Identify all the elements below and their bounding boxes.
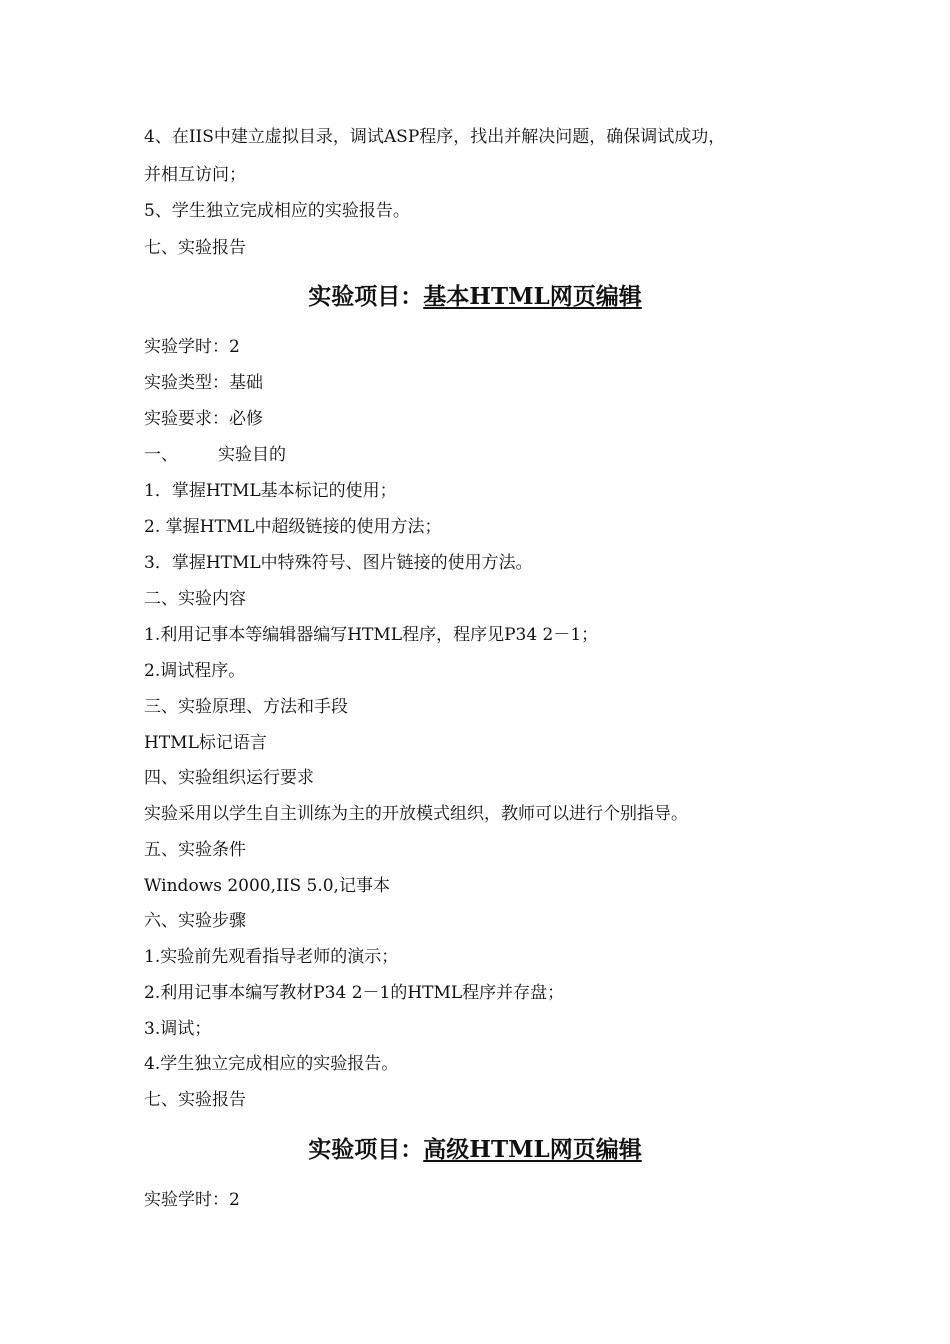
content-1: 1.利用记事本等编辑器编写HTML程序，程序见P34 2－1； bbox=[144, 625, 599, 645]
organization-text: 实验采用以学生自主训练为主的开放模式组织，教师可以进行个别指导。 bbox=[144, 804, 688, 824]
lab-hours: 实验学时：2 bbox=[144, 337, 240, 357]
heading-content: 二、实验内容 bbox=[144, 589, 246, 609]
section-title-advanced-html bbox=[0, 1135, 950, 1165]
title-prefix: 实验项目： bbox=[308, 1136, 424, 1163]
heading-text: 实验目的 bbox=[218, 445, 286, 465]
title-name: 基本HTML网页编辑 bbox=[423, 283, 642, 310]
step-4: 4.学生独立完成相应的实验报告。 bbox=[144, 1054, 399, 1074]
heading-organization: 四、实验组织运行要求 bbox=[144, 768, 314, 788]
heading-report: 七、实验报告 bbox=[144, 238, 246, 258]
section-title-basic-html bbox=[0, 282, 950, 312]
heading-number: 一、 bbox=[144, 445, 178, 465]
step-3: 3.调试； bbox=[144, 1019, 212, 1039]
objective-2: 2. 掌握HTML中超级链接的使用方法； bbox=[144, 517, 442, 537]
lab-hours-2: 实验学时：2 bbox=[144, 1190, 240, 1210]
heading-objectives bbox=[144, 444, 286, 466]
title-prefix: 实验项目： bbox=[308, 283, 424, 310]
heading-report-2: 七、实验报告 bbox=[144, 1090, 246, 1110]
step-4-line-2: 并相互访问； bbox=[144, 165, 246, 185]
objective-1: 1．掌握HTML基本标记的使用； bbox=[144, 481, 397, 501]
heading-steps: 六、实验步骤 bbox=[144, 911, 246, 931]
step-2: 2.利用记事本编写教材P34 2－1的HTML程序并存盘； bbox=[144, 983, 565, 1003]
step-4-line-1: 4、在IIS中建立虚拟目录，调试ASP程序，找出并解决问题，确保调试成功， bbox=[144, 127, 726, 147]
principle-text: HTML标记语言 bbox=[144, 733, 267, 753]
lab-requirement: 实验要求：必修 bbox=[144, 409, 263, 429]
step-5: 5、学生独立完成相应的实验报告。 bbox=[144, 201, 410, 221]
lab-type: 实验类型：基础 bbox=[144, 373, 263, 393]
heading-conditions: 五、实验条件 bbox=[144, 840, 246, 860]
title-name: 高级HTML网页编辑 bbox=[423, 1136, 642, 1163]
objective-3: 3．掌握HTML中特殊符号、图片链接的使用方法。 bbox=[144, 553, 533, 573]
step-1: 1.实验前先观看指导老师的演示； bbox=[144, 947, 399, 967]
heading-principle: 三、实验原理、方法和手段 bbox=[144, 697, 348, 717]
conditions-text: Windows 2000,IIS 5.0,记事本 bbox=[144, 876, 390, 896]
content-2: 2.调试程序。 bbox=[144, 661, 246, 681]
